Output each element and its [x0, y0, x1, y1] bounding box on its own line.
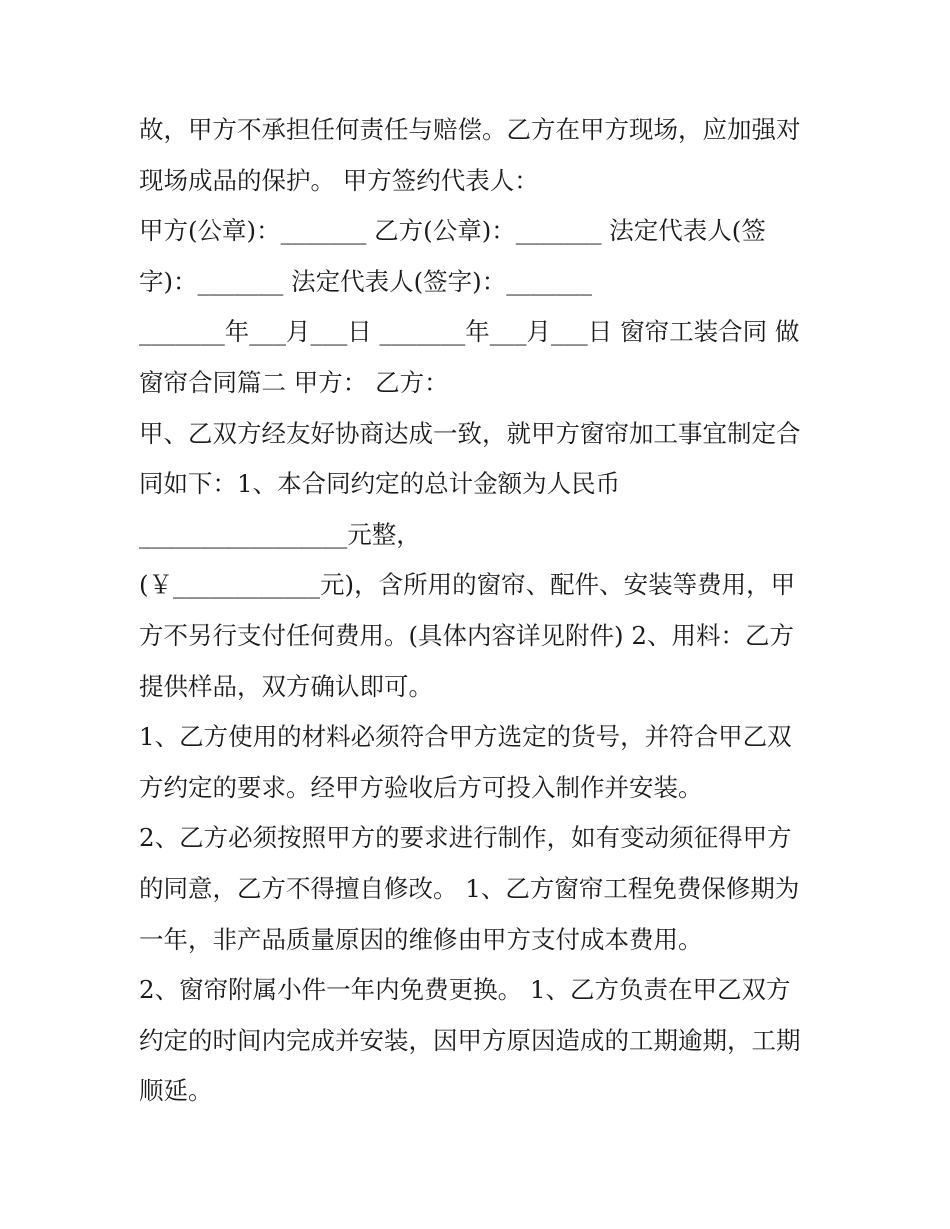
text-line-16: 的同意，乙方不得擅自修改。 1、乙方窗帘工程免费保修期为 [139, 873, 800, 903]
text-line-18: 2、窗帘附属小件一年内免费更换。 1、乙方负责在甲乙双方 [139, 975, 791, 1005]
text-line-19: 约定的时间内完成并安装，因甲方原因造成的工期逾期，工期 [139, 1025, 801, 1055]
text-line-2: 现场成品的保护。 甲方签约代表人： [139, 165, 539, 195]
text-line-10: (￥____________元)，含所用的窗帘、配件、安装等费用，甲 [139, 570, 796, 600]
text-line-17: 一年，非产品质量原因的维修由甲方支付成本费用。 [139, 924, 703, 954]
contract-body [139, 105, 819, 1117]
text-line-6: 窗帘合同篇二 甲方： 乙方： [139, 367, 449, 397]
text-line-1: 故，甲方不承担任何责任与赔偿。乙方在甲方现场，应加强对 [139, 115, 801, 144]
text-line-13: 1、乙方使用的材料必须符合甲方选定的货号，并符合甲乙双 [139, 722, 792, 752]
text-line-4: 字)：_______ 法定代表人(签字)：_______ [139, 266, 592, 296]
text-line-12: 提供样品，双方确认即可。 [139, 671, 433, 701]
text-line-7: 甲、乙双方经友好协商达成一致，就甲方窗帘加工事宜制定合 [139, 418, 801, 448]
text-line-5: _______年___月___日 _______年___月___日 窗帘工装合同 做 [139, 317, 800, 347]
text-line-9: _________________元整， [139, 519, 421, 549]
text-line-14: 方约定的要求。经甲方验收后方可投入制作并安装。 [139, 772, 703, 802]
text-line-3: 甲方(公章)：_______ 乙方(公章)：_______ 法定代表人(签 [139, 216, 766, 246]
text-line-15: 2、乙方必须按照甲方的要求进行制作，如有变动须征得甲方 [139, 823, 792, 853]
text-line-8: 同如下：1、本合同约定的总计金额为人民币 [139, 469, 621, 499]
text-line-20: 顺延。 [139, 1076, 213, 1106]
text-line-11: 方不另行支付任何费用。(具体内容详见附件) 2、用料：乙方 [139, 620, 794, 650]
